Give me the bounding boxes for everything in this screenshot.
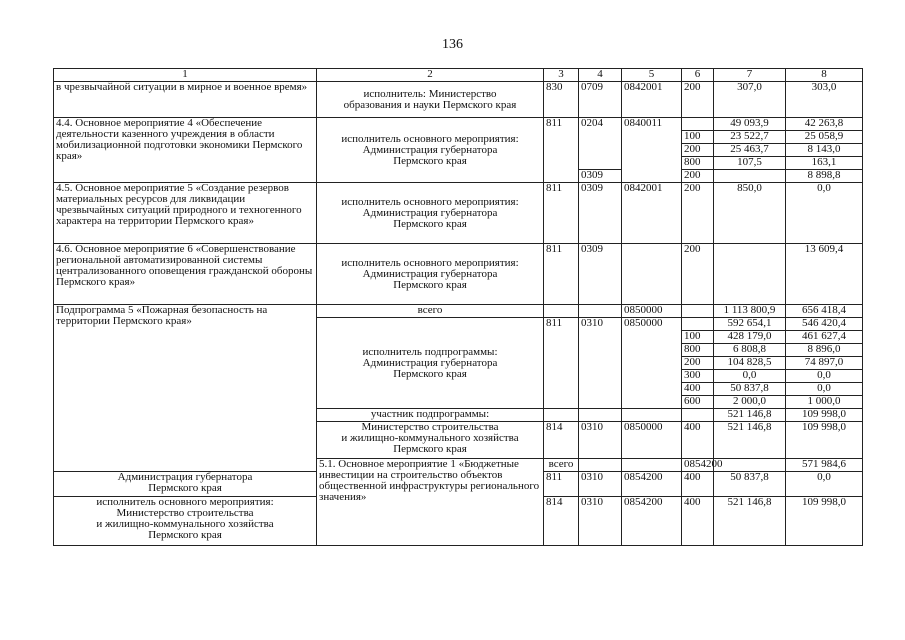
cell-code (579, 459, 622, 472)
cell-type: 800 (682, 344, 714, 357)
cell-value: 74 897,0 (786, 357, 863, 370)
cell-value: 850,0 (714, 183, 786, 244)
cell-section: 0310 (579, 318, 622, 409)
cell-value: 0,0 (714, 370, 786, 383)
cell-article: 0850000 (622, 422, 682, 459)
row-description: Подпрограмма 5 «Пожарная безопасность на территории Пермского края» (54, 305, 317, 472)
cell-section: 0309 (579, 244, 622, 305)
cell-code: 814 (544, 497, 579, 546)
cell-value: 592 654,1 (714, 318, 786, 331)
cell-code: 811 (544, 183, 579, 244)
cell-value: 546 420,4 (786, 318, 863, 331)
cell-value: 1 113 800,9 (714, 305, 786, 318)
header-cell: 2 (317, 69, 544, 82)
row-description: 4.4. Основное мероприятие 4 «Обеспечение деятельности казенного учреждения в области мобилизационной подготовки экономики Пермского края» (54, 118, 317, 183)
cell-value: 8 898,8 (786, 170, 863, 183)
row-executor: исполнитель подпрограммы: Администрация губернатора Пермского края (317, 318, 544, 409)
header-cell: 8 (786, 69, 863, 82)
cell-value: 109 998,0 (786, 422, 863, 459)
cell-value: 1 000,0 (786, 396, 863, 409)
cell-value: 50 837,8 (714, 472, 786, 497)
cell-type (682, 118, 714, 131)
cell-value: 521 146,8 (714, 422, 786, 459)
cell-section (579, 409, 622, 422)
row-description: 4.6. Основное мероприятие 6 «Совершенствование региональной автоматизированной системы централизованного оповещения гражданской обороны Пермского края» (54, 244, 317, 305)
row-executor: исполнитель основного мероприятия: Администрация губернатора Пермского края (317, 118, 544, 183)
cell-type (682, 318, 714, 331)
header-cell: 4 (579, 69, 622, 82)
row-executor: всего (317, 305, 544, 318)
cell-type: 800 (682, 157, 714, 170)
cell-value: 23 522,7 (714, 131, 786, 144)
cell-value: 0,0 (786, 183, 863, 244)
cell-section: 0310 (579, 472, 622, 497)
cell-type: 200 (682, 82, 714, 118)
budget-table (53, 68, 863, 546)
row-description: 4.5. Основное мероприятие 5 «Создание резервов материальных ресурсов для ликвидации чрезвычайных ситуаций природного и техногенного характера на территории Пермского края» (54, 183, 317, 244)
cell-value: 0,0 (786, 472, 863, 497)
cell-article: 0850000 (622, 305, 682, 318)
cell-value: 8 143,0 (786, 144, 863, 157)
cell-value: 461 627,4 (786, 331, 863, 344)
header-cell: 3 (544, 69, 579, 82)
row-executor: исполнитель: Министерство образования и науки Пермского края (317, 82, 544, 118)
cell-type: 600 (682, 396, 714, 409)
cell-code: 811 (544, 244, 579, 305)
cell-value: 521 146,8 (714, 409, 786, 422)
cell-article: 0854200 (622, 472, 682, 497)
row-description: в чрезвычайной ситуации в мирное и военное время» (54, 82, 317, 118)
cell-code: 811 (544, 118, 579, 183)
header-cell: 5 (622, 69, 682, 82)
table-row (54, 183, 863, 244)
cell-value: 107,5 (714, 157, 786, 170)
cell-code (544, 305, 579, 318)
row-executor: исполнитель основного мероприятия: Министерство строительства и жилищно-коммунального хозяйства Пермского края (54, 497, 317, 546)
header-cell: 6 (682, 69, 714, 82)
cell-value: 521 146,8 (714, 497, 786, 546)
cell-type: 400 (682, 383, 714, 396)
cell-value: 428 179,0 (714, 331, 786, 344)
cell-code: 814 (544, 422, 579, 459)
row-executor: участник подпрограммы: (317, 409, 544, 422)
cell-code: 811 (544, 318, 579, 409)
cell-value: 109 998,0 (786, 409, 863, 422)
row-executor: исполнитель основного мероприятия: Администрация губернатора Пермского края (317, 244, 544, 305)
cell-value: 109 998,0 (786, 497, 863, 546)
cell-value: 50 837,8 (714, 383, 786, 396)
cell-value: 0,0 (786, 370, 863, 383)
cell-type: 200 (682, 183, 714, 244)
cell-value: 6 808,8 (714, 344, 786, 357)
cell-type: 200 (682, 144, 714, 157)
cell-value: 571 984,6 (786, 459, 863, 472)
cell-value (714, 244, 786, 305)
cell-section: 0310 (579, 497, 622, 546)
table-row (54, 118, 863, 131)
row-executor: исполнитель основного мероприятия: Администрация губернатора Пермского края (317, 183, 544, 244)
cell-value: 25 058,9 (786, 131, 863, 144)
cell-code: 830 (544, 82, 579, 118)
cell-article: 0850000 (622, 318, 682, 409)
page-number: 136 (442, 37, 463, 52)
cell-value: 163,1 (786, 157, 863, 170)
cell-value: 49 093,9 (714, 118, 786, 131)
cell-type: 400 (682, 497, 714, 546)
cell-type: 100 (682, 131, 714, 144)
cell-type (682, 305, 714, 318)
cell-value (714, 170, 786, 183)
table-row (54, 305, 863, 318)
cell-value: 307,0 (714, 82, 786, 118)
cell-section (622, 459, 682, 472)
cell-value: 42 263,8 (786, 118, 863, 131)
cell-type: 400 (682, 422, 714, 459)
cell-value: 0,0 (786, 383, 863, 396)
cell-code (544, 409, 579, 422)
cell-value: 656 418,4 (786, 305, 863, 318)
cell-article: 0842001 (622, 183, 682, 244)
cell-article: 0854200 (682, 459, 714, 472)
cell-section: 0309 (579, 183, 622, 244)
cell-section: 0709 (579, 82, 622, 118)
cell-value: 25 463,7 (714, 144, 786, 157)
cell-section: 0309 (579, 170, 622, 183)
cell-value: 303,0 (786, 82, 863, 118)
header-row (54, 69, 863, 82)
header-cell: 7 (714, 69, 786, 82)
cell-code: 811 (544, 472, 579, 497)
cell-section (579, 305, 622, 318)
table-row (54, 244, 863, 305)
cell-type: 400 (682, 472, 714, 497)
cell-section: 0204 (579, 118, 622, 170)
header-cell: 1 (54, 69, 317, 82)
cell-article (622, 409, 682, 422)
cell-type (714, 459, 786, 472)
row-executor: всего (544, 459, 579, 472)
cell-type: 200 (682, 170, 714, 183)
cell-value: 13 609,4 (786, 244, 863, 305)
cell-value: 2 000,0 (714, 396, 786, 409)
cell-article: 0842001 (622, 82, 682, 118)
cell-type (682, 409, 714, 422)
cell-value: 8 896,0 (786, 344, 863, 357)
cell-type: 100 (682, 331, 714, 344)
cell-article: 0854200 (622, 497, 682, 546)
row-executor: Администрация губернатора Пермского края (54, 472, 317, 497)
cell-type: 200 (682, 357, 714, 370)
cell-type: 200 (682, 244, 714, 305)
table-row (54, 82, 863, 118)
cell-article (622, 244, 682, 305)
cell-article: 0840011 (622, 118, 682, 183)
cell-section: 0310 (579, 422, 622, 459)
cell-type: 300 (682, 370, 714, 383)
cell-value: 104 828,5 (714, 357, 786, 370)
row-description: 5.1. Основное мероприятие 1 «Бюджетные инвестиции на строительство объектов общественной инфраструктуры регионального значения» (317, 459, 544, 546)
row-executor: Министерство строительства и жилищно-коммунального хозяйства Пермского края (317, 422, 544, 459)
